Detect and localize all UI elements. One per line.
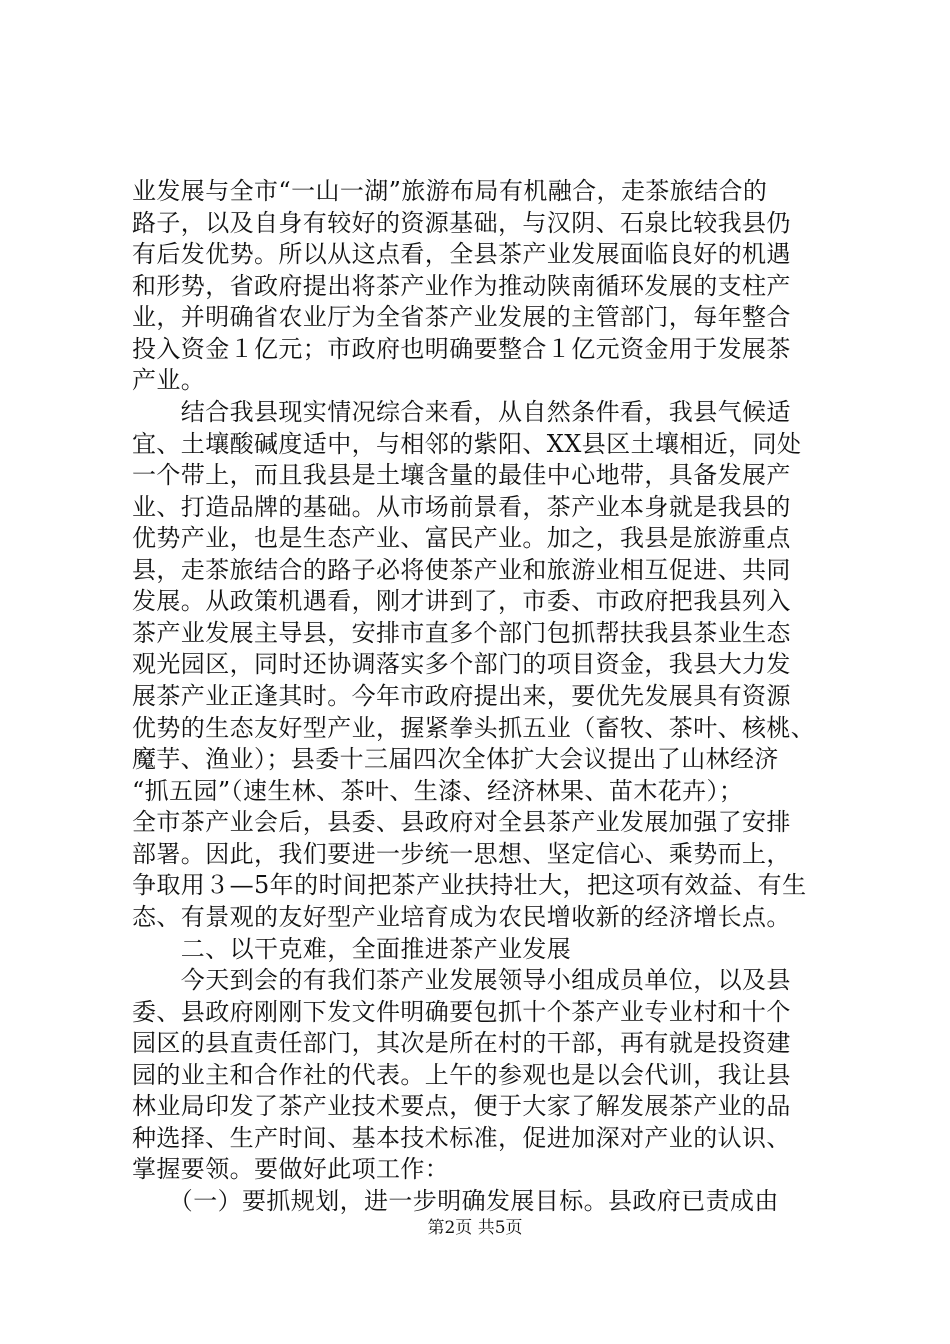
text-line: “抓五园”（速生林、茶叶、生漆、经济林果、苗木花卉）； bbox=[132, 777, 744, 805]
text-line: 业，并明确省农业厅为全省茶产业发展的主管部门，每年整合 bbox=[132, 303, 791, 331]
section-heading: 二、以干克难，全面推进茶产业发展 bbox=[132, 935, 572, 963]
text-line: 部署。因此，我们要进一步统一思想、坚定信心、乘势而上， bbox=[132, 840, 791, 868]
text-line: 优势的生态友好型产业，握紧拳头抓五业（畜牧、茶叶、核桃、 bbox=[132, 714, 816, 742]
text-line: 魔芋、渔业）；县委十三届四次全体扩大会议提出了山林经济 bbox=[132, 745, 779, 773]
text-line: 有后发优势。所以从这点看，全县茶产业发展面临良好的机遇 bbox=[132, 240, 791, 268]
text-line: 业、打造品牌的基础。从市场前景看，茶产业本身就是我县的 bbox=[132, 493, 791, 521]
text-line: 今天到会的有我们茶产业发展领导小组成员单位，以及县 bbox=[132, 966, 791, 994]
text-line: （一）要抓规划，进一步明确发展目标。县政府已责成由 bbox=[132, 1187, 779, 1215]
text-line: 路子，以及自身有较好的资源基础，与汉阴、石泉比较我县仍 bbox=[132, 209, 791, 237]
text-line: 业发展与全市“一山一湖”旅游布局有机融合，走茶旅结合的 bbox=[132, 177, 768, 205]
text-line: 优势产业，也是生态产业、富民产业。加之，我县是旅游重点 bbox=[132, 524, 791, 552]
text-line: 园的业主和合作社的代表。上午的参观也是以会代训，我让县 bbox=[132, 1061, 791, 1089]
text-line: 结合我县现实情况综合来看，从自然条件看，我县气候适 bbox=[132, 398, 791, 426]
text-line: 全市茶产业会后，县委、县政府对全县茶产业发展加强了安排 bbox=[132, 808, 791, 836]
text-line: 掌握要领。要做好此项工作： bbox=[132, 1155, 450, 1183]
text-line: 和形势，省政府提出将茶产业作为推动陕南循环发展的支柱产 bbox=[132, 272, 791, 300]
text-line: 发展。从政策机遇看，刚才讲到了，市委、市政府把我县列入 bbox=[132, 587, 791, 615]
text-line: 宜、土壤酸碱度适中，与相邻的紫阳、XX县区土壤相近，同处 bbox=[132, 430, 802, 458]
text-line: 观光园区，同时还协调落实多个部门的项目资金，我县大力发 bbox=[132, 650, 791, 678]
text-line: 一个带上，而且我县是土壤含量的最佳中心地带，具备发展产 bbox=[132, 461, 791, 489]
text-line: 茶产业发展主导县，安排市直多个部门包抓帮扶我县茶业生态 bbox=[132, 619, 791, 647]
text-line: 争取用３—5年的时间把茶产业扶持壮大，把这项有效益、有生 bbox=[132, 871, 807, 899]
page-number-footer: 第2页 共5页 bbox=[427, 1218, 523, 1238]
text-line: 县，走茶旅结合的路子必将使茶产业和旅游业相互促进、共同 bbox=[132, 556, 791, 584]
text-line: 种选择、生产时间、基本技术标准，促进加深对产业的认识、 bbox=[132, 1124, 791, 1152]
text-line: 园区的县直责任部门，其次是所在村的干部，再有就是投资建 bbox=[132, 1029, 791, 1057]
text-line: 委、县政府刚刚下发文件明确要包抓十个茶产业专业村和十个 bbox=[132, 998, 791, 1026]
text-line: 态、有景观的友好型产业培育成为农民增收新的经济增长点。 bbox=[132, 903, 791, 931]
text-line: 产业。 bbox=[132, 366, 206, 394]
text-line: 展茶产业正逢其时。今年市政府提出来，要优先发展具有资源 bbox=[132, 682, 791, 710]
text-line: 投入资金１亿元；市政府也明确要整合１亿元资金用于发展茶 bbox=[132, 335, 791, 363]
text-line: 林业局印发了茶产业技术要点，便于大家了解发展茶产业的品 bbox=[132, 1092, 791, 1120]
